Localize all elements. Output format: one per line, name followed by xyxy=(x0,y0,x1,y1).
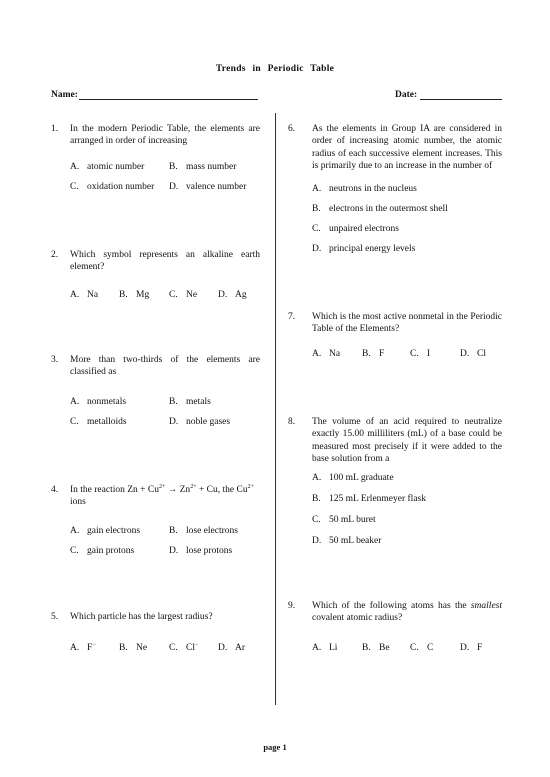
option-d[interactable]: D. Ar xyxy=(218,643,246,653)
option-d[interactable]: D. valence number xyxy=(169,182,247,192)
question-number: 3. xyxy=(51,355,59,365)
question-text: Which symbol represents an alkaline earth element? xyxy=(70,250,260,273)
name-line[interactable] xyxy=(79,99,258,100)
question-number: 9. xyxy=(288,601,296,611)
question-number: 8. xyxy=(288,417,296,427)
option-b[interactable]: B. electrons in the outermost shell xyxy=(312,204,448,214)
option-d[interactable]: D. 50 mL beaker xyxy=(312,536,382,546)
option-b[interactable]: B. Ne xyxy=(119,643,148,653)
question-number: 5. xyxy=(51,612,59,622)
option-c[interactable]: C. 50 mL buret xyxy=(312,515,376,525)
option-c[interactable]: C. metalloids xyxy=(70,417,127,427)
option-c[interactable]: C. oxidation number xyxy=(70,182,155,192)
date-label: Date: xyxy=(395,90,418,100)
option-c[interactable]: C. gain protons xyxy=(70,546,135,556)
question-number: 1. xyxy=(51,124,59,134)
question-number: 2. xyxy=(51,250,59,260)
option-b[interactable]: B. metals xyxy=(169,397,211,407)
question-number: 6. xyxy=(288,124,296,134)
option-b[interactable]: B. Be xyxy=(362,643,390,653)
option-a[interactable]: A. gain electrons xyxy=(70,526,141,536)
question-text: Which particle has the largest radius? xyxy=(70,612,213,622)
option-a[interactable]: A. neutrons in the nucleus xyxy=(312,184,417,194)
option-d[interactable]: D. Ag xyxy=(218,290,247,300)
option-c[interactable]: C. C xyxy=(410,643,434,653)
page-title: Trends in Periodic Table xyxy=(215,64,335,74)
question-text: Which is the most active nonmetal in the Periodic Table of the Elements? xyxy=(312,312,502,335)
option-b[interactable]: B. 125 mL Erlenmeyer flask xyxy=(312,494,426,504)
option-a[interactable]: A. F− xyxy=(70,642,96,653)
option-a[interactable]: A. atomic number xyxy=(70,162,145,172)
question-text: The volume of an acid required to neutralize exactly 15.00 milliliters (mL) of a base could be measured most precisely if it were added to the base solution from a xyxy=(312,417,502,465)
page-number: page 1 xyxy=(263,742,287,752)
option-a[interactable]: A. nonmetals xyxy=(70,397,127,407)
date-line[interactable] xyxy=(420,99,502,100)
question-text: In the reaction $Zn + Cu^{2+} \to Zn^{2+} + Cu$, the $Cu^{2+}$ ions xyxy=(70,484,254,508)
option-a[interactable]: A. Na xyxy=(312,349,341,359)
option-d[interactable]: D. noble gases xyxy=(169,417,231,427)
question-text: In the modern Periodic Table, the elements are arranged in order of increasing xyxy=(70,124,260,147)
option-d[interactable]: D. principal energy levels xyxy=(312,244,416,254)
option-c[interactable]: C. Cl− xyxy=(169,642,199,653)
option-c[interactable]: C. unpaired electrons xyxy=(312,224,399,234)
option-d[interactable]: D. F xyxy=(460,643,483,653)
name-label: Name: xyxy=(51,90,78,100)
option-b[interactable]: B. F xyxy=(362,349,385,359)
option-a[interactable]: A. Na xyxy=(70,290,99,300)
option-b[interactable]: B. mass number xyxy=(169,162,237,172)
option-c[interactable]: C. Ne xyxy=(169,290,198,300)
option-d[interactable]: D. lose protons xyxy=(169,546,233,556)
question-number: 7. xyxy=(288,312,296,322)
option-c[interactable]: C. I xyxy=(410,349,431,359)
question-number: 4. xyxy=(51,485,59,495)
question-text: Which of the following atoms has the smallest covalent atomic radius? xyxy=(312,601,502,624)
question-text: More than two-thirds of the elements are classified as xyxy=(70,355,260,378)
option-b[interactable]: B. lose electrons xyxy=(169,526,238,536)
question-text: As the elements in Group IA are considered in order of increasing atomic number, the atomic radius of each successive element increases. This is primarily due to an increase in the number of xyxy=(312,124,502,172)
option-b[interactable]: B. Mg xyxy=(119,290,150,300)
option-a[interactable]: A. Li xyxy=(312,643,338,653)
option-a[interactable]: A. 100 mL graduate xyxy=(312,473,394,483)
option-d[interactable]: D. Cl xyxy=(460,349,486,359)
column-divider xyxy=(275,113,276,705)
